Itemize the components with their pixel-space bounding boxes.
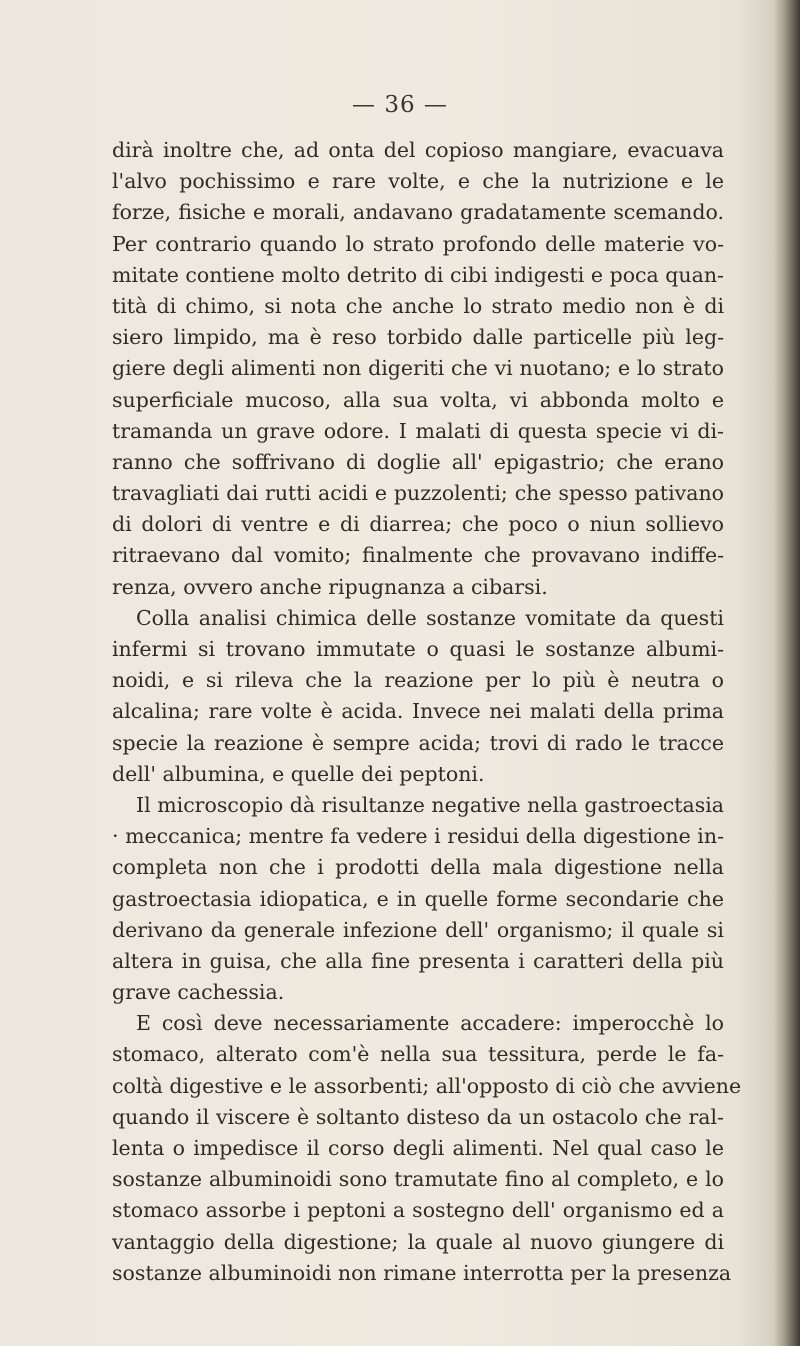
text-line-paragraph-end: dell' albumina, e quelle dei peptoni.	[112, 761, 485, 786]
text-line: di dolori di ventre e di diarrea; che poco o niun sollievo	[112, 512, 724, 537]
text-line: stomaco, alterato com'è nella sua tessitura, perde le fa-	[112, 1042, 724, 1067]
text-line: stomaco assorbe i peptoni a sostegno dell' organismo ed a	[112, 1198, 724, 1223]
text-line-paragraph-start: Il microscopio dà risultanze negative nella gastroectasia	[136, 792, 724, 817]
text-line-paragraph-start: Colla analisi chimica delle sostanze vomitate da questi	[136, 605, 724, 630]
text-line: siero limpido, ma è reso torbido dalle particelle più leg-	[112, 325, 724, 350]
text-line: altera in guisa, che alla fine presenta i caratteri della più	[112, 948, 724, 973]
text-line: dirà inoltre che, ad onta del copioso mangiare, evacuava	[112, 138, 724, 162]
text-line: forze, fisiche e morali, andavano gradatamente scemando.	[112, 200, 724, 225]
text-line-paragraph-end: grave cachessia.	[112, 980, 285, 1005]
body-text	[112, 135, 742, 1289]
text-line: sostanze albuminoidi sono tramutate fino al completo, e lo	[112, 1167, 724, 1192]
text-line: · meccanica; mentre fa vedere i residui della digestione in-	[112, 824, 724, 849]
text-line-paragraph-start: E così deve necessariamente accadere: imperocchè lo	[136, 1011, 724, 1036]
text-line: completa non che i prodotti della mala digestione nella	[112, 855, 724, 880]
text-line: specie la reazione è sempre acida; trovi di rado le tracce	[112, 730, 724, 755]
text-line: Per contrario quando lo strato profondo delle materie vo-	[112, 231, 724, 256]
text-line: noidi, e si rileva che la reazione per lo più è neutra o	[112, 668, 724, 693]
text-line: giere degli alimenti non digeriti che vi nuotano; e lo strato	[112, 356, 724, 381]
page-spine-shadow	[774, 0, 800, 1346]
text-line: gastroectasia idiopatica, e in quelle forme secondarie che	[112, 886, 724, 911]
text-line: ritraevano dal vomito; finalmente che provavano indiffe-	[112, 543, 724, 568]
text-line: quando il viscere è soltanto disteso da un ostacolo che ral-	[112, 1104, 724, 1129]
text-line: l'alvo pochissimo e rare volte, e che la nutrizione e le	[112, 169, 724, 194]
text-line: coltà digestive e le assorbenti; all'opposto di ciò che avviene	[112, 1073, 742, 1098]
text-line-paragraph-end: renza, ovvero anche ripugnanza a cibarsi.	[112, 574, 548, 599]
text-line: ranno che soffrivano di doglie all' epigastrio; che erano	[112, 449, 724, 474]
text-line: superficiale mucoso, alla sua volta, vi abbonda molto e	[112, 387, 724, 412]
text-line: sostanze albuminoidi non rimane interrotta per la presenza	[112, 1260, 732, 1285]
text-line: mitate contiene molto detrito di cibi indigesti e poca quan-	[112, 262, 724, 287]
text-line: derivano da generale infezione dell' organismo; il quale si	[112, 917, 724, 942]
text-line: alcalina; rare volte è acida. Invece nei malati della prima	[112, 699, 724, 724]
text-line: tramanda un grave odore. I malati di questa specie vi di-	[112, 418, 724, 443]
text-line: infermi si trovano immutate o quasi le sostanze albumi-	[112, 637, 724, 661]
text-line: travagliati dai rutti acidi e puzzolenti; che spesso pativano	[112, 481, 724, 506]
page-number: — 36 —	[352, 92, 448, 118]
text-line: vantaggio della digestione; la quale al nuovo giungere di	[112, 1229, 724, 1254]
text-line: lenta o impedisce il corso degli alimenti. Nel qual caso le	[112, 1136, 724, 1160]
text-line: tità di chimo, si nota che anche lo strato medio non è di	[112, 293, 724, 318]
